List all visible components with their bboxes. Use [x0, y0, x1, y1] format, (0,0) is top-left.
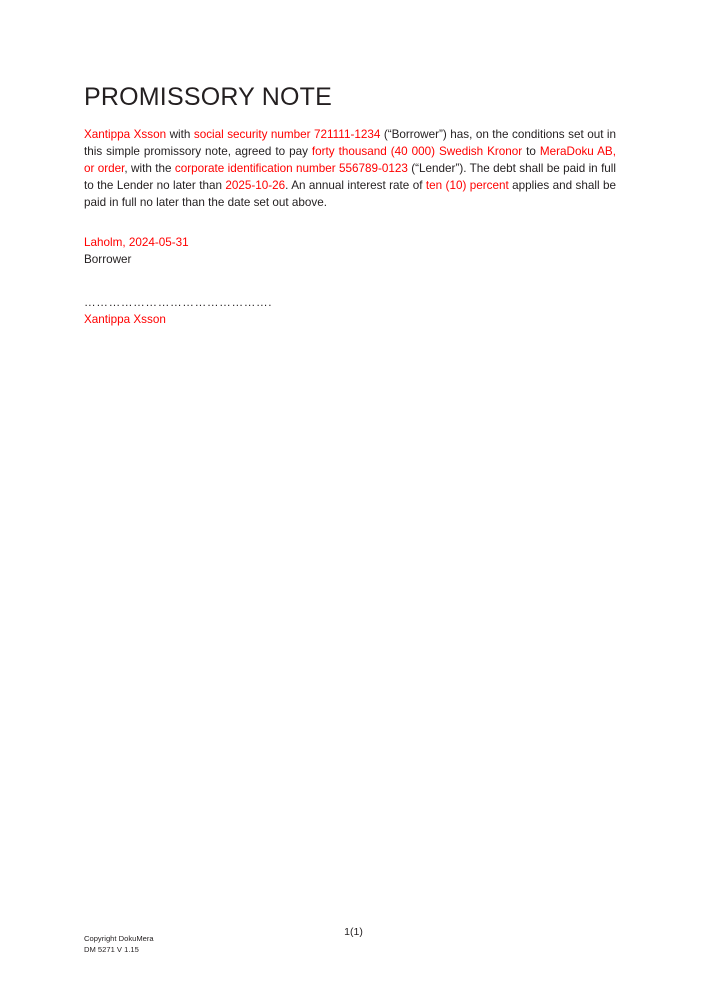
text-segment-5: (“Lender”). The debt shall be paid in full to the Lender no later than: [84, 161, 617, 193]
signature-dotted-line: ……………………………………….: [84, 295, 273, 309]
signer-printed-name: Xantippa Xsson: [84, 313, 166, 327]
footer-copyright: Copyright DokuMera: [84, 934, 154, 943]
document-footer: [84, 934, 154, 955]
percent-word: percent: [469, 179, 509, 193]
ssn-label: social security number: [193, 127, 315, 141]
lender-name-field: MeraDoku AB, or order: [84, 144, 616, 175]
interest-numeric-field: (10): [445, 179, 470, 193]
text-segment-6: . An annual interest rate of: [285, 179, 426, 193]
text-segment-4: , with the: [124, 161, 175, 175]
amount-numeric-field: (40 000): [390, 144, 439, 158]
footer-form-id: DM 5271 V 1.15: [84, 944, 139, 954]
text-segment-3: to: [522, 144, 540, 158]
due-date-field: 2025-10-26: [225, 179, 286, 193]
document-body: [84, 84, 616, 328]
signature-role-label: Borrower: [84, 252, 132, 266]
borrower-name-field: Xantippa Xsson: [84, 127, 167, 141]
ssn-value-field: 721111-1234: [314, 127, 381, 141]
place-and-date: Laholm, 2024-05-31: [84, 235, 189, 249]
page-number: 1(1): [344, 926, 363, 938]
amount-words-field: forty thousand: [311, 144, 391, 158]
text-segment-7: applies and shall be paid in full no later than the date set out above.: [84, 179, 616, 210]
promissory-note-paragraph: [84, 126, 616, 212]
corporate-id-label: corporate identification number: [174, 161, 339, 175]
signature-space: [84, 268, 616, 294]
spacer: [84, 212, 616, 234]
text-segment-1: with: [166, 127, 194, 141]
interest-words-field: ten: [425, 179, 446, 193]
text-segment-2: (“Borrower”) has, on the conditions set out in this simple promissory note, agreed to pay: [84, 127, 617, 158]
corporate-id-value-field: 556789-0123: [338, 161, 408, 175]
currency-field: Swedish Kronor: [438, 144, 523, 158]
page-title: PROMISSORY NOTE: [84, 83, 332, 111]
